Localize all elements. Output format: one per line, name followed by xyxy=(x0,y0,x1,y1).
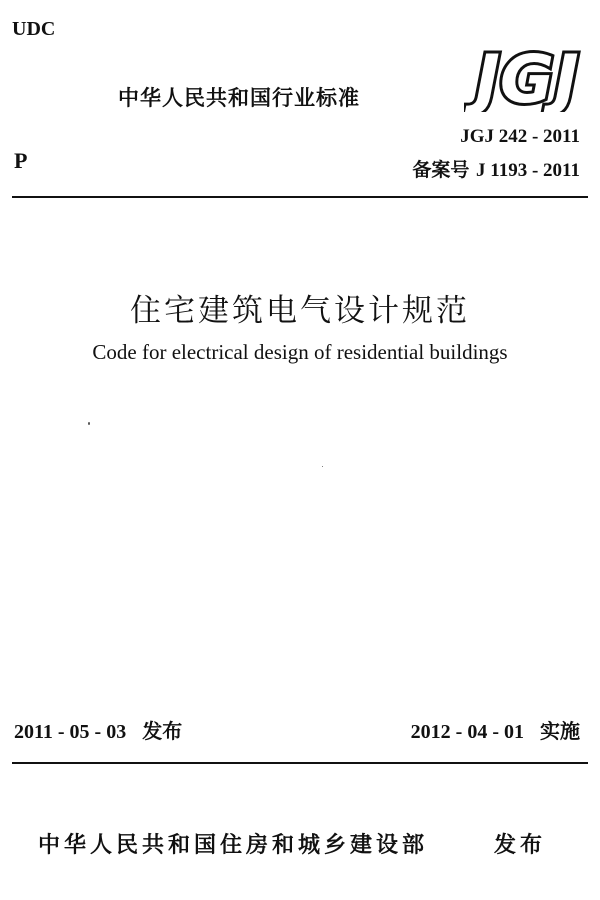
jgj-logo xyxy=(464,40,590,112)
issue-date: 2011 - 05 - 03 xyxy=(14,721,127,743)
implementation-date-line xyxy=(411,715,580,744)
bottom-divider xyxy=(12,762,588,764)
jgj-logo-text: JGJ xyxy=(475,41,579,112)
title-chinese: 住宅建筑电气设计规范 xyxy=(130,293,470,329)
top-divider xyxy=(12,196,588,198)
category-code: P xyxy=(14,148,28,173)
filing-number xyxy=(412,155,580,182)
implementation-label: 实施 xyxy=(540,719,580,743)
title-english: Code for electrical design of residential buildings xyxy=(92,340,508,364)
print-speck xyxy=(88,422,90,425)
print-speck xyxy=(322,466,323,467)
publisher-name: 中华人民共和国住房和城乡建设部 xyxy=(38,833,429,858)
publisher-label: 发布 xyxy=(494,833,547,858)
implementation-date: 2012 - 04 - 01 xyxy=(410,721,524,743)
filing-label: 备案号 xyxy=(412,159,470,181)
filing-value: J 1193 - 2011 xyxy=(476,160,580,181)
standard-number: JGJ 242 - 2011 xyxy=(460,126,580,147)
standard-type: 中华人民共和国行业标准 xyxy=(118,86,360,110)
udc-label: UDC xyxy=(12,18,56,40)
issue-label: 发布 xyxy=(142,719,183,743)
issue-date-line xyxy=(14,715,182,744)
